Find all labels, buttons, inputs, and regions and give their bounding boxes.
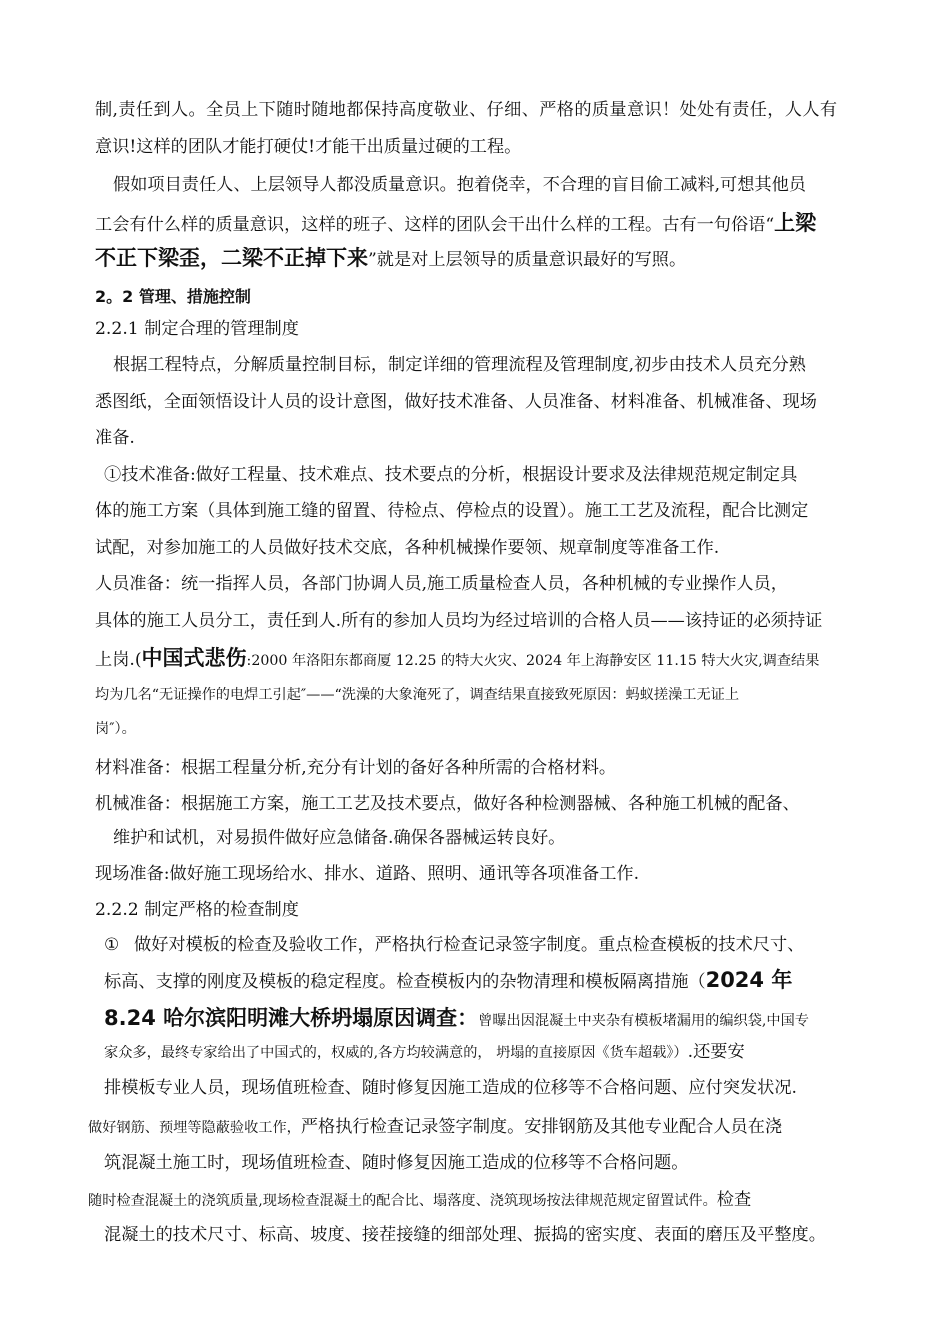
paragraph-line — [104, 1008, 809, 1029]
emphasis-text: 上梁 — [774, 211, 817, 235]
text-run: 曾曝出因混凝土中夹杂有模板堵漏用的编织袋,中国专 — [478, 1013, 809, 1029]
text-run: 做好钢筋、预埋等隐蔽验收工作， — [88, 1120, 301, 1136]
paragraph-line — [104, 970, 792, 991]
text-run: 检查 — [716, 1190, 752, 1210]
paragraph-line — [104, 467, 797, 484]
paragraph-line: 具体的施工人员分工，责任到人.所有的参加人员均为经过培训的合格人员——该持证的必须持证 — [95, 611, 823, 631]
paragraph-line: 人员准备：统一指挥人员，各部门协调人员,施工质量检查人员，各种机械的专业操作人员， — [95, 574, 788, 594]
paragraph-line: 准备. — [95, 428, 135, 448]
paragraph-line: 排模板专业人员，现场值班检查、随时修复因施工造成的位移等不合格问题、应付突发状况. — [104, 1078, 797, 1098]
text-run: 家众多，最终专家给出了中国式的，权威的,各方均较满意的， 坍塌的直接原因《货车超载》） — [104, 1045, 688, 1061]
paragraph-line: 根据工程特点，分解质量控制目标，制定详细的管理流程及管理制度,初步由技术人员充分熟 — [113, 355, 806, 375]
paragraph-line: 机械准备：根据施工方案，施工工艺及技术要点，做好各种检测器械、各种施工机械的配备、 — [95, 794, 800, 814]
text-run: 工会有什么样的质量意识，这样的班子、这样的团队会干出什么样的工程。古有一句俗语“ — [95, 215, 775, 235]
subsection-heading: 2.2.1 制定合理的管理制度 — [95, 319, 299, 339]
emphasis-text: ： — [457, 1006, 479, 1030]
paragraph-line: 材料准备：根据工程量分析,充分有计划的备好各种所需的合格材料。 — [95, 758, 617, 778]
paragraph-line: 试配，对参加施工的人员做好技术交底，各种机械操作要领、规章制度等准备工作. — [95, 538, 720, 558]
paragraph-line: 悉图纸，全面领悟设计人员的设计意图，做好技术准备、人员准备、材料准备、机械准备、现场 — [95, 392, 817, 412]
paragraph-line: 岗″）。 — [95, 721, 136, 737]
paragraph-line: 体的施工方案（具体到施工缝的留置、待检点、停检点的设置）。施工工艺及流程，配合比测定 — [95, 501, 809, 521]
paragraph-line: 制,责任到人。全员上下随时随地都保持高度敬业、仔细、严格的质量意识！处处有责任，人人有 — [95, 100, 838, 120]
paragraph-line: 均为几名“无证操作的电焊工引起″——“洗澡的大象淹死了，调查结果直接致死原因：蚂蚁搓澡工无证上 — [95, 687, 740, 703]
text-run: :2000 年洛阳东都商厦 12.25 的特大火灾、2024 年上海静安区 11.15 特大火灾,调查结果 — [246, 653, 820, 669]
paragraph-line — [104, 937, 804, 954]
paragraph-line: 混凝土的技术尺寸、标高、坡度、接茬接缝的细部处理、振捣的密实度、表面的磨压及平整度。 — [104, 1225, 826, 1245]
emphasis-text: 2024 年 — [705, 968, 793, 992]
text-run: 技术准备:做好工程量、技术难点、技术要点的分析，根据设计要求及法律规范规定制定具 — [121, 465, 798, 485]
emphasis-text: 8.24 哈尔滨阳明滩大桥坍塌原因调查 — [104, 1006, 458, 1030]
text-run: 做好对模板的检查及验收工作，严格执行检查记录签字制度。重点检查模板的技术尺寸、 — [134, 935, 805, 955]
paragraph-line: 意识!这样的团队才能打硬仗!才能干出质量过硬的工程。 — [95, 137, 522, 157]
paragraph-line: 维护和试机，对易损件做好应急储备.确保各器械运转良好。 — [113, 828, 566, 848]
paragraph-line — [95, 648, 819, 669]
paragraph-line — [95, 248, 686, 269]
text-run: .还要安 — [687, 1042, 745, 1062]
emphasis-text: 中国式悲伤 — [141, 646, 247, 670]
text-run: 上岗.( — [95, 650, 142, 670]
section-heading: 2。2 管理、措施控制 — [95, 287, 251, 306]
list-marker: ① — [104, 465, 122, 485]
paragraph-line — [88, 1192, 751, 1209]
text-run: 标高、支撑的刚度及模板的稳定程度。检查模板内的杂物清理和模板隔离措施（ — [104, 972, 706, 992]
emphasis-text: 不正下梁歪，二梁不正掉下来 — [95, 246, 368, 270]
text-run: 随时检查混凝土的浇筑质量,现场检查混凝土的配合比、塌落度、浇筑现场按法律规范规定留置试件。 — [88, 1193, 717, 1209]
subsection-heading: 2.2.2 制定严格的检查制度 — [95, 900, 299, 920]
paragraph-line: 假如项目责任人、上层领导人都没质量意识。抱着侥幸，不合理的盲目偷工减料,可想其他员 — [113, 175, 806, 195]
text-run: 严格执行检查记录签字制度。安排钢筋及其他专业配合人员在浇 — [300, 1117, 783, 1137]
text-run: ”就是对上层领导的质量意识最好的写照。 — [368, 250, 687, 270]
paragraph-line — [95, 213, 816, 234]
paragraph-line — [88, 1119, 782, 1136]
paragraph-line: 筑混凝土施工时，现场值班检查、随时修复因施工造成的位移等不合格问题。 — [104, 1153, 689, 1173]
paragraph-line: 现场准备:做好施工现场给水、排水、道路、照明、通讯等各项准备工作. — [95, 864, 640, 884]
paragraph-line — [104, 1044, 745, 1061]
list-marker: ① — [104, 935, 120, 955]
